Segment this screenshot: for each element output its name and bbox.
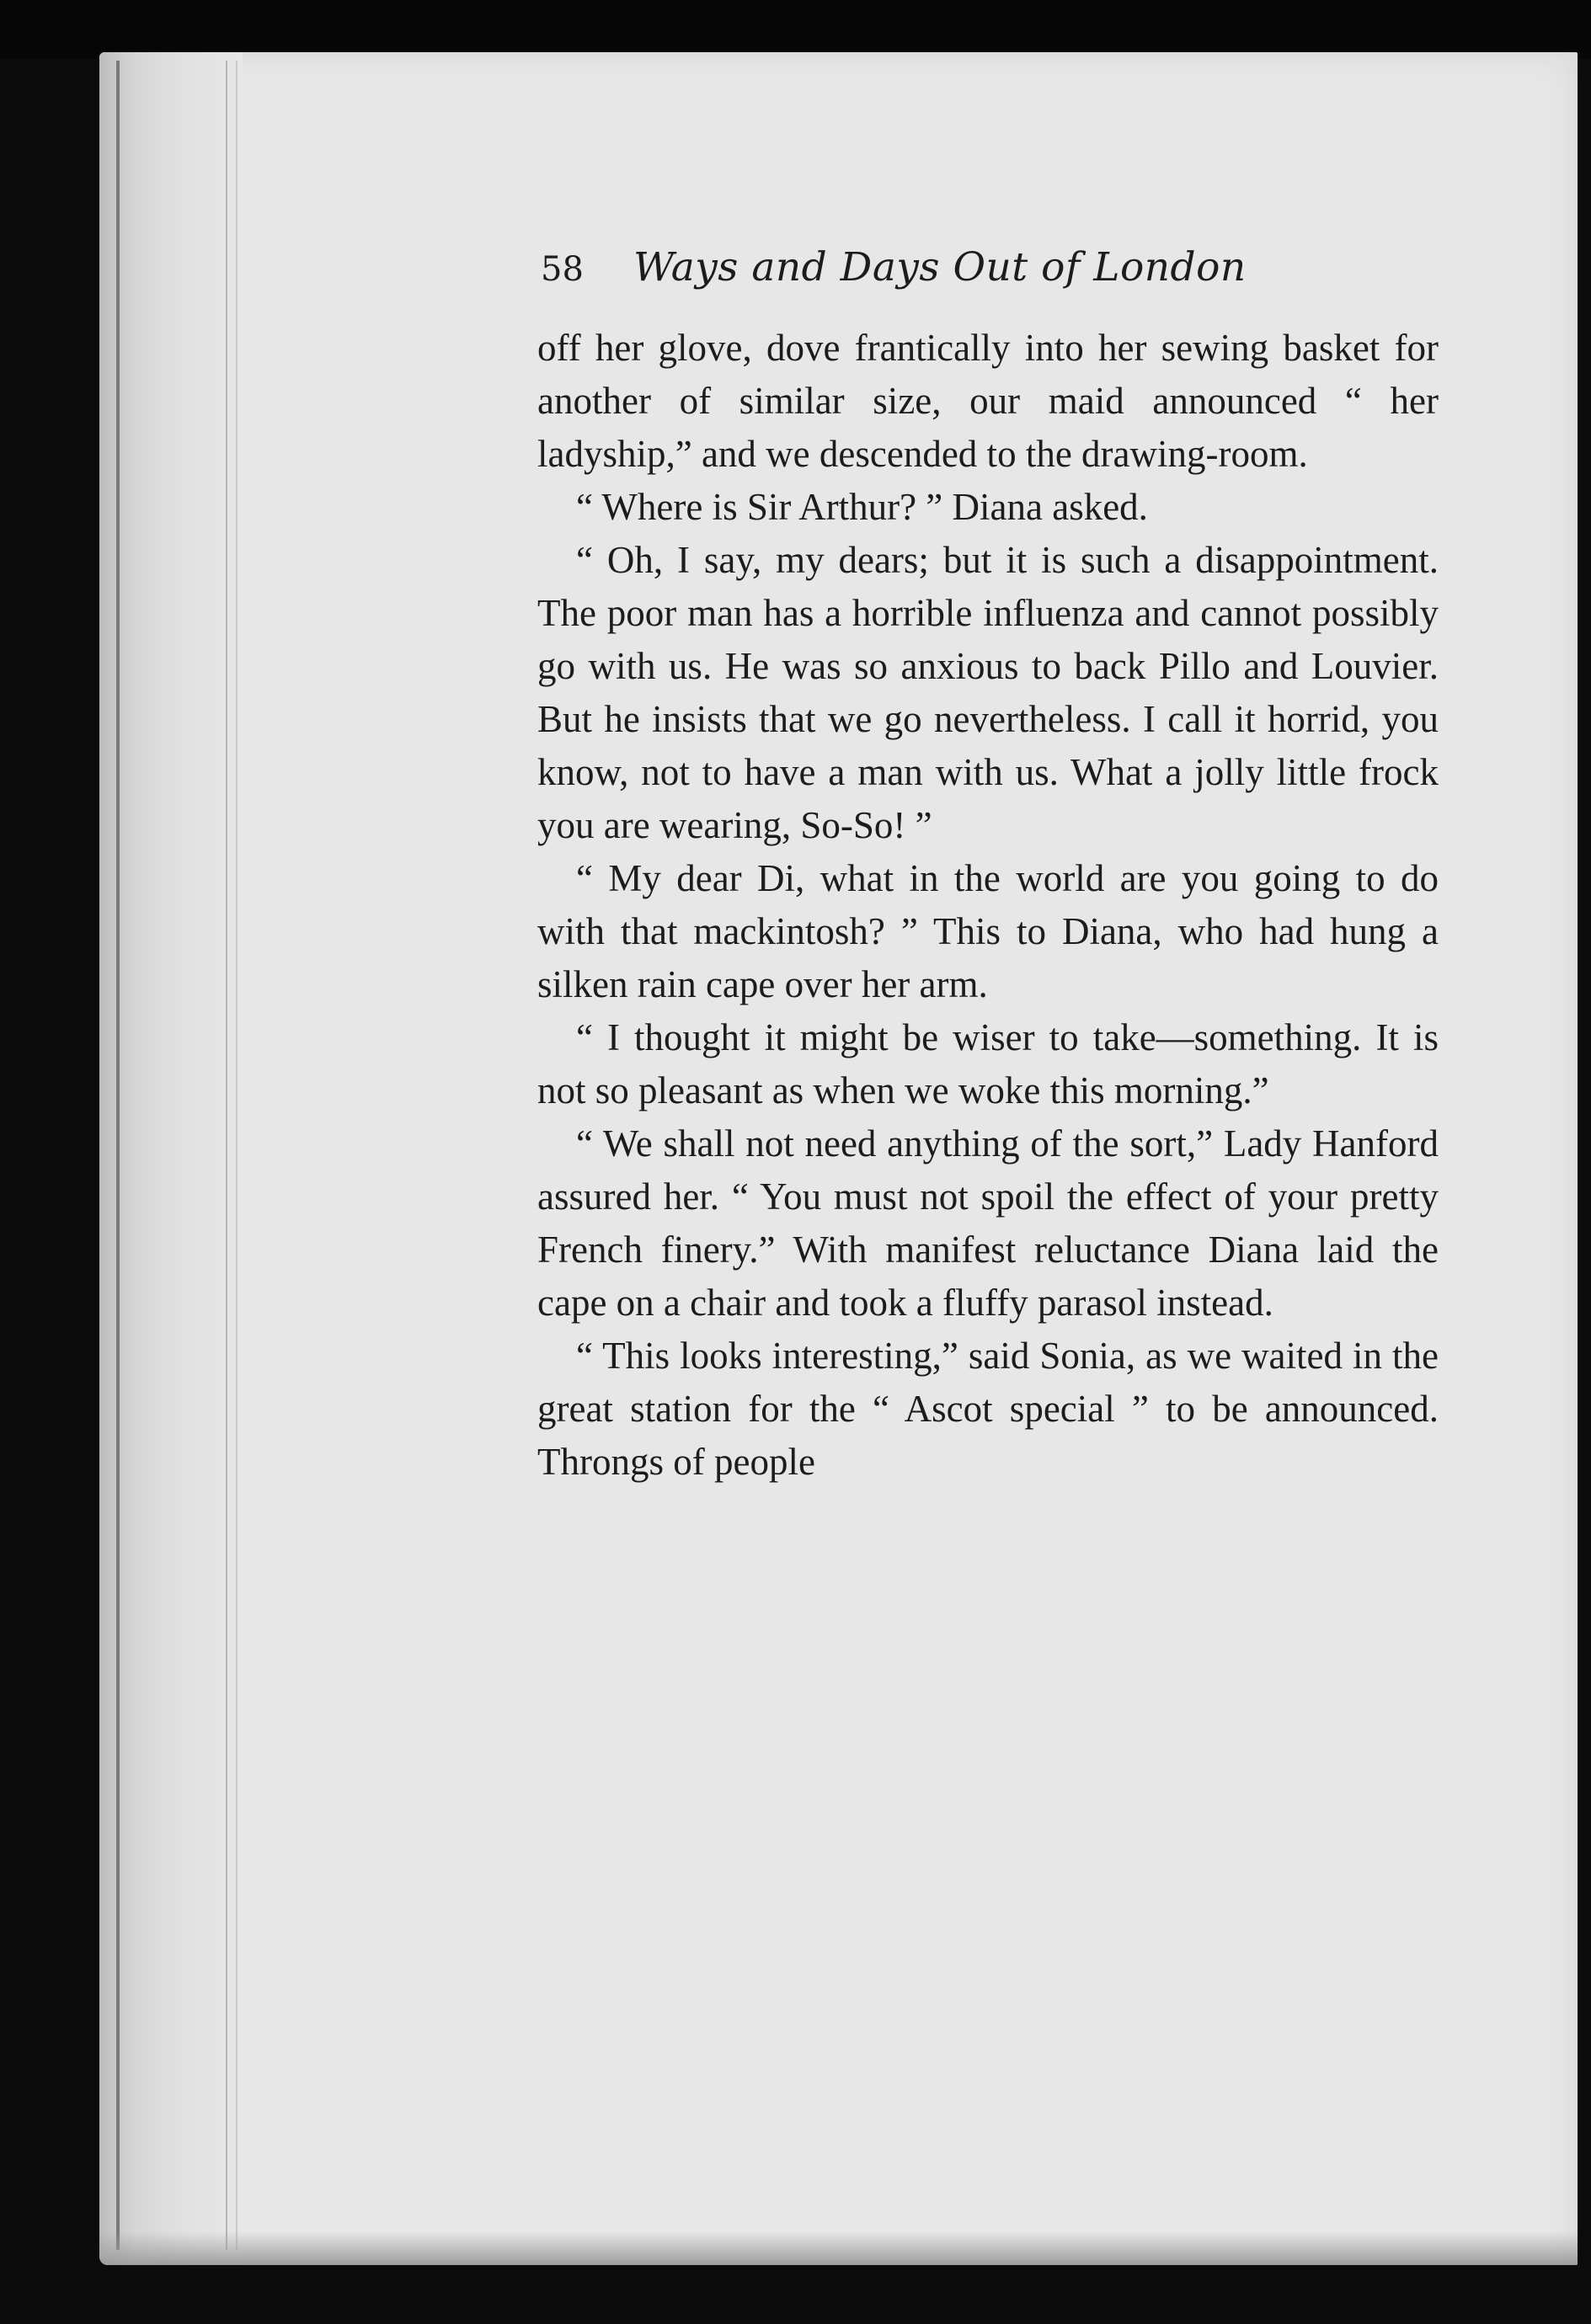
- paragraph: “ My dear Di, what in the world are you going to do with that mackintosh? ” This to Diana, who had hung a silken rain cape over her arm.: [537, 857, 1439, 1005]
- page-text-block: [537, 244, 1439, 1489]
- gutter-fold-line: [226, 61, 227, 2250]
- page-gutter-shadow: [99, 52, 243, 2265]
- paragraph-continued: off her glove, dove frantically into her sewing basket for another of similar size, our maid announced “ her ladyship,” and we descended to the drawing-room.: [537, 327, 1439, 475]
- gutter-fold-line-inner: [236, 61, 238, 2250]
- scanner-background: [0, 0, 1591, 59]
- running-title: Ways and Days Out of London: [633, 244, 1247, 290]
- binding-edge-line: [116, 61, 120, 2250]
- paragraph: “ This looks interesting,” said Sonia, as we waited in the great station for the “ Ascot special ” to be announced. Throngs of people: [537, 1335, 1439, 1483]
- page-bottom-edge: [99, 2231, 1578, 2265]
- paragraph: “ We shall not need anything of the sort,” Lady Hanford assured her. “ You must not spoil the effect of your pretty French finery.” With manifest reluctance Diana laid the cape on a chair and took a fluffy parasol instead.: [537, 1122, 1439, 1324]
- page-number: 58: [541, 250, 584, 289]
- running-head: [537, 244, 1439, 303]
- paragraph: “ Where is Sir Arthur? ” Diana asked.: [576, 486, 1148, 528]
- paragraph: “ I thought it might be wiser to take—something. It is not so pleasant as when we woke this morning.”: [537, 1016, 1439, 1111]
- paragraph: “ Oh, I say, my dears; but it is such a disappointment. The poor man has a horrible influenza and cannot possibly go with us. He was so anxious to back Pillo and Louvier. But he insists that we go nevertheless. I call it horrid, you know, not to have a man with us. What a jolly little frock you are wearing, So-So! ”: [537, 539, 1439, 846]
